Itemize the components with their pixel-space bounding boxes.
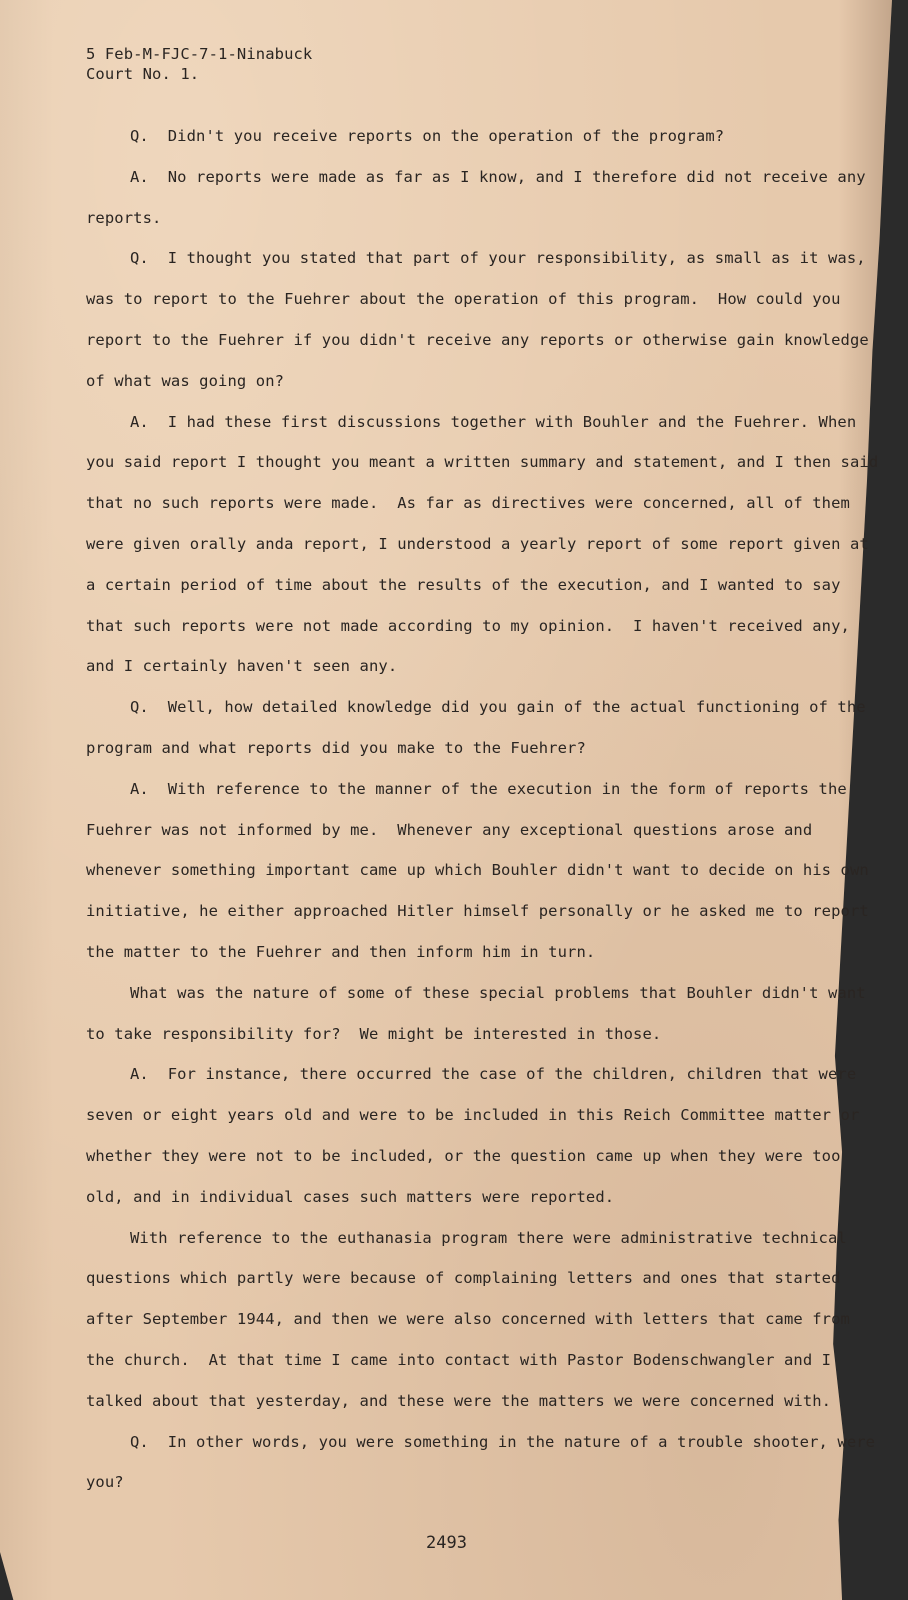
page-number: 2493	[426, 1533, 467, 1553]
transcript-body	[86, 44, 886, 1503]
question-paragraph: Q. Well, how detailed knowledge did you gain of the actual functioning of the program and what reports did you make to the Fuehrer?	[86, 698, 876, 757]
document-header	[86, 44, 886, 84]
answer-paragraph: A. For instance, there occurred the case of the children, children that were seven or eight years old and were to be included in this Reich Committee matter or whether they were not to be included, or the question came up when they were too old, and in individual cases such matters were reported.	[86, 1065, 869, 1206]
question-paragraph: Q. Didn't you receive reports on the operation of the program?	[130, 127, 725, 145]
header-court-line: Court No. 1.	[86, 65, 200, 83]
answer-paragraph: A. No reports were made as far as I know, and I therefore did not receive any reports.	[86, 167, 876, 227]
question-paragraph: Q. I thought you stated that part of your responsibility, as small as it was, was to report to the Fuehrer about the operation of this program. How could you report to the Fuehrer if you didn't receive any reports or otherwise gain knowledge of what was going on?	[86, 249, 879, 390]
question-paragraph: Q. In other words, you were something in the nature of a trouble shooter, were you?	[86, 1432, 885, 1492]
header-session-line: 5 Feb-M-FJC-7-1-Ninabuck	[86, 45, 313, 63]
answer-paragraph: A. With reference to the manner of the execution in the form of reports the Fuehrer was not informed by me. Whenever any exceptional questions arose and whenever something important came up which Bouhler didn't want to decide on his own initiative, he either approached Hitler himself personally or he asked me to report the matter to the Fuehrer and then inform him in turn.	[86, 779, 879, 961]
question-paragraph: What was the nature of some of these special problems that Bouhler didn't want to take responsibility for? We might be interested in those.	[86, 983, 876, 1043]
answer-paragraph: A. I had these first discussions together with Bouhler and the Fuehrer. When you said report I thought you meant a written summary and statement, and I then said that no such reports were made. As far as directives were concerned, all of them were given orally anda report, I understood a yearly report of some report given at a certain period of time about the results of the execution, and I wanted to say that such reports were not made according to my opinion. I haven't received any, and I certainly haven't seen any.	[86, 412, 888, 676]
answer-continuation-paragraph: With reference to the euthanasia program there were administrative technical questions which partly were because of complaining letters and ones that started after September 1944, and then we were also concerned with letters that came from the church. At that time I came into contact with Pastor Bodenschwangler and I talked about that yesterday, and these were the matters we were concerned with.	[86, 1228, 860, 1410]
